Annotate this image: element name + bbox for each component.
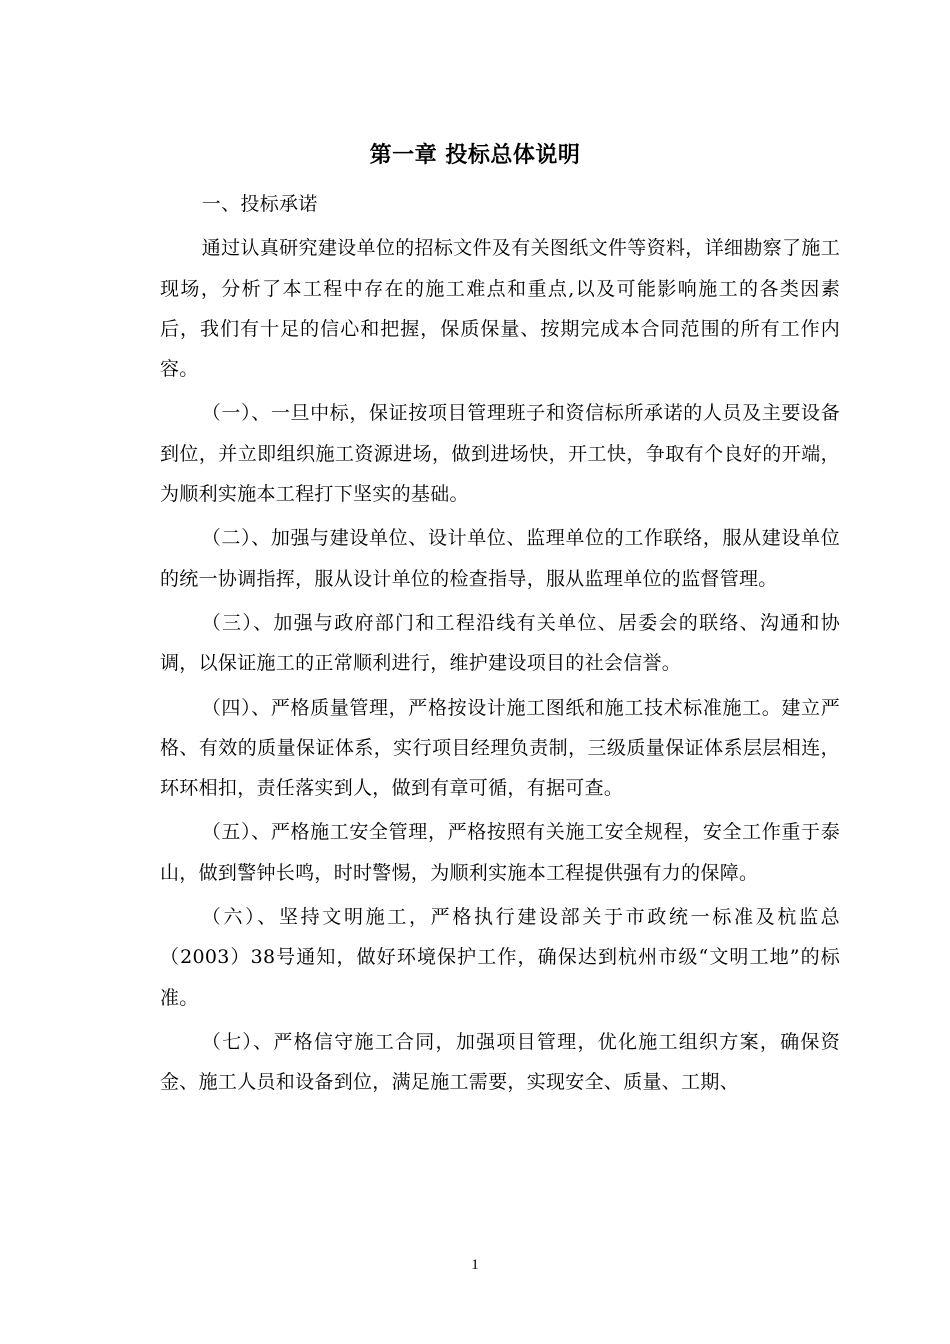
page-number: 1 — [471, 1257, 479, 1273]
paragraph-commitment-2: （二）、加强与建设单位、设计单位、监理单位的工作联络，服从建设单位的统一协调指挥，服从设计单位的检查指导，服从监理单位的监督管理。 — [160, 527, 840, 590]
paragraph-commitment-5: （五）、严格施工安全管理，严格按照有关施工安全规程，安全工作重于泰山，做到警钟长鸣，时时警惕，为顺利实施本工程提供强有力的保障。 — [160, 821, 840, 884]
document-body — [160, 184, 840, 1103]
section-heading: 一、投标承诺 — [201, 193, 318, 215]
paragraph-commitment-3: （三）、加强与政府部门和工程沿线有关单位、居委会的联络、沟通和协调，以保证施工的正常顺利进行，维护建设项目的社会信誉。 — [160, 611, 840, 675]
paragraph-commitment-6: （六）、坚持文明施工，严格执行建设部关于市政统一标准及杭监总（2003）38号通知，做好环境保护工作，确保达到杭州市级“文明工地”的标准。 — [160, 906, 840, 1009]
paragraph-intro: 通过认真研究建设单位的招标文件及有关图纸文件等资料，详细勘察了施工现场，分析了本工程中存在的施工难点和重点,以及可能影响施工的各类因素后，我们有十足的信心和把握，保质保量、按期完成本合同范围的所有工作内容。 — [160, 237, 840, 381]
paragraph-commitment-4: （四）、严格质量管理，严格按设计施工图纸和施工技术标准施工。建立严格、有效的质量保证体系，实行项目经理负责制，三级质量保证体系层层相连，环环相扣，责任落实到人，做到有章可循，有据可查。 — [160, 696, 840, 800]
paragraph-commitment-7: （七）、严格信守施工合同，加强项目管理，优化施工组织方案，确保资金、施工人员和设备到位，满足施工需要，实现安全、质量、工期、 — [160, 1030, 840, 1094]
chapter-title: 第一章 投标总体说明 — [369, 143, 581, 168]
paragraph-commitment-1: （一）、一旦中标，保证按项目管理班子和资信标所承诺的人员及主要设备到位，并立即组织施工资源进场，做到进场快，开工快，争取有个良好的开端，为顺利实施本工程打下坚实的基础。 — [160, 402, 840, 506]
